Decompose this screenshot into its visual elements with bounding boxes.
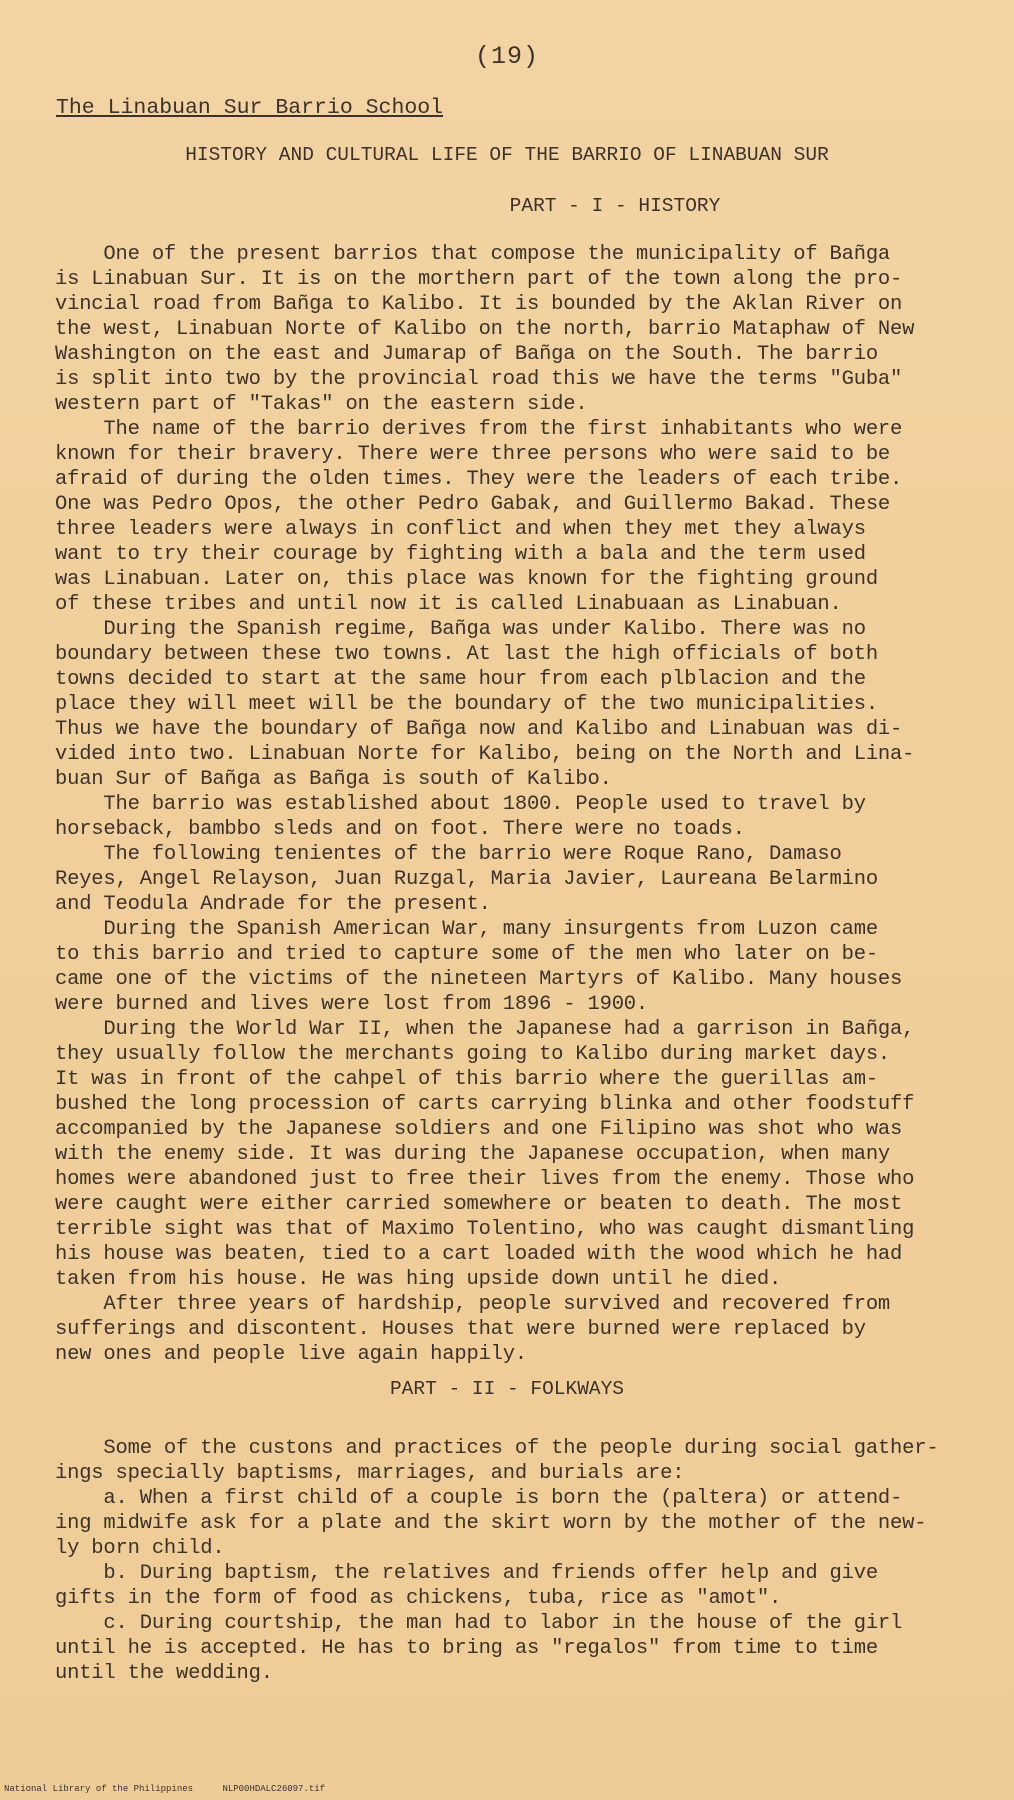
text-line: with the enemy side. It was during the Japanese occupation, when many — [55, 1143, 891, 1166]
text-line: ly born child. — [55, 1537, 225, 1560]
text-line: b. During baptism, the relatives and friends offer help and give — [55, 1562, 878, 1585]
text-line: want to try their courage by fighting with a bala and the term used — [55, 543, 866, 566]
text-line: Reyes, Angel Relayson, Juan Ruzgal, Maria Javier, Laureana Belarmino — [55, 868, 878, 891]
text-line: vincial road from Bañga to Kalibo. It is bounded by the Aklan River on — [55, 293, 903, 316]
text-line: ing midwife ask for a plate and the skirt worn by the mother of the new- — [55, 1512, 927, 1535]
text-line: vided into two. Linabuan Norte for Kalibo, being on the North and Lina- — [55, 743, 915, 766]
text-line: the west, Linabuan Norte of Kalibo on the north, barrio Mataphaw of New — [55, 318, 915, 341]
text-line: bushed the long procession of carts carrying blinka and other foodstuff — [55, 1093, 915, 1116]
text-line: gifts in the form of food as chickens, tuba, rice as "amot". — [55, 1587, 782, 1610]
text-line: known for their bravery. There were three persons who were said to be — [55, 443, 891, 466]
text-line: taken from his house. He was hing upside down until he died. — [55, 1268, 782, 1291]
scan-footer — [4, 1784, 1010, 1794]
text-line: a. When a first child of a couple is born the (paltera) or attend- — [55, 1487, 903, 1510]
text-line: until he is accepted. He has to bring as "regalos" from time to time — [55, 1637, 878, 1660]
text-line: One of the present barrios that compose the municipality of Bañga — [55, 243, 891, 266]
text-line: homes were abandoned just to free their lives from the enemy. Those who — [55, 1168, 915, 1191]
text-line: ings specially baptisms, marriages, and burials are: — [55, 1462, 685, 1485]
text-line: The barrio was established about 1800. People used to travel by — [55, 793, 866, 816]
text-line: Some of the custons and practices of the people during social gather- — [55, 1437, 939, 1460]
text-line: were burned and lives were lost from 1896 - 1900. — [55, 993, 648, 1016]
text-line: western part of "Takas" on the eastern side. — [55, 393, 588, 416]
text-line: is split into two by the provincial road this we have the terms "Guba" — [55, 368, 903, 391]
text-line: It was in front of the cahpel of this barrio where the guerillas am- — [55, 1068, 878, 1091]
text-line: boundary between these two towns. At last the high officials of both — [55, 643, 878, 666]
part-1-body — [55, 242, 985, 1367]
text-line: his house was beaten, tied to a cart loaded with the wood which he had — [55, 1243, 903, 1266]
text-line: was Linabuan. Later on, this place was known for the fighting ground — [55, 568, 878, 591]
file-id: NLP00HDALC26097.tif — [222, 1784, 326, 1794]
text-line: until the wedding. — [55, 1662, 273, 1685]
text-line: Thus we have the boundary of Bañga now and Kalibo and Linabuan was di- — [55, 718, 903, 741]
text-line: c. During courtship, the man had to labor in the house of the girl — [55, 1612, 903, 1635]
text-line: Washington on the east and Jumarap of Bañga on the South. The barrio — [55, 343, 878, 366]
text-line: place they will meet will be the boundary of the two municipalities. — [55, 693, 878, 716]
text-line: The name of the barrio derives from the first inhabitants who were — [55, 418, 903, 441]
text-line: terrible sight was that of Maximo Tolentino, who was caught dismantling — [55, 1218, 915, 1241]
text-line: afraid of during the olden times. They were the leaders of each tribe. — [55, 468, 903, 491]
text-line: After three years of hardship, people survived and recovered from — [55, 1293, 891, 1316]
text-line: is Linabuan Sur. It is on the morthern part of the town along the pro- — [55, 268, 903, 291]
text-line: new ones and people live again happily. — [55, 1343, 527, 1366]
school-heading: The Linabuan Sur Barrio School — [56, 96, 444, 120]
text-line: three leaders were always in conflict and when they met they always — [55, 518, 866, 541]
text-line: During the Spanish regime, Bañga was under Kalibo. There was no — [55, 618, 866, 641]
text-line: towns decided to start at the same hour from each plblacion and the — [55, 668, 866, 691]
text-line: The following tenientes of the barrio were Roque Rano, Damaso — [55, 843, 842, 866]
text-line: horseback, bambbo sleds and on foot. There were no toads. — [55, 818, 745, 841]
text-line: to this barrio and tried to capture some of the men who later on be- — [55, 943, 878, 966]
text-line: buan Sur of Bañga as Bañga is south of Kalibo. — [55, 768, 612, 791]
part-2-body — [55, 1436, 985, 1686]
text-line: During the World War II, when the Japanese had a garrison in Bañga, — [55, 1018, 915, 1041]
text-line: came one of the victims of the nineteen Martyrs of Kalibo. Many houses — [55, 968, 903, 991]
text-line: One was Pedro Opos, the other Pedro Gabak, and Guillermo Bakad. These — [55, 493, 891, 516]
text-line: sufferings and discontent. Houses that were burned were replaced by — [55, 1318, 866, 1341]
text-line: were caught were either carried somewhere or beaten to death. The most — [55, 1193, 903, 1216]
text-line: and Teodula Andrade for the present. — [55, 893, 491, 916]
part-2-heading: PART - II - FOLKWAYS — [389, 1378, 625, 1400]
text-line: During the Spanish American War, many insurgents from Luzon came — [55, 918, 878, 941]
library-credit: National Library of the Philippines — [4, 1784, 194, 1794]
text-line: they usually follow the merchants going to Kalibo during market days. — [55, 1043, 891, 1066]
part-1-heading: PART - I - HISTORY — [509, 195, 721, 217]
document-title: HISTORY AND CULTURAL LIFE OF THE BARRIO OF LINABUAN SUR — [185, 144, 829, 166]
text-line: accompanied by the Japanese soldiers and one Filipino was shot who was — [55, 1118, 903, 1141]
text-line: of these tribes and until now it is called Linabuaan as Linabuan. — [55, 593, 842, 616]
page-number: (19) — [474, 42, 539, 71]
